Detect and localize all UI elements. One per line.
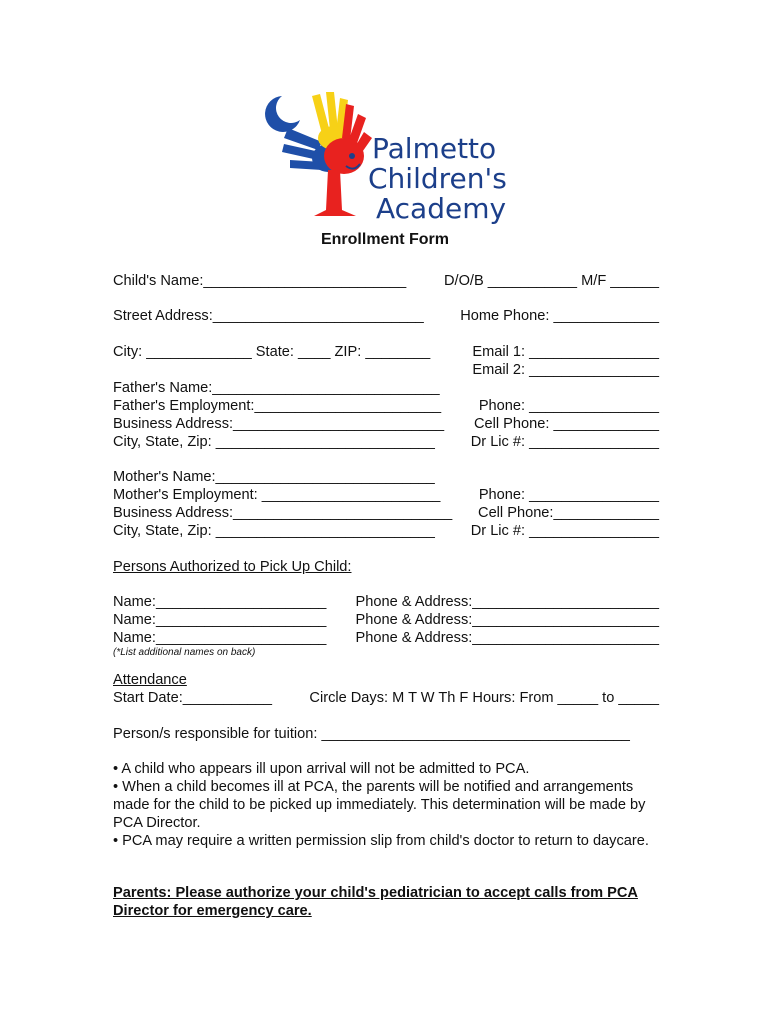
authorized-persons-heading: Persons Authorized to Pick Up Child: <box>113 559 352 575</box>
authorized-name-2-field[interactable]: Name:_____________________ <box>113 612 327 628</box>
mother-dr-lic-field[interactable]: Dr Lic #: ________________ <box>470 523 659 539</box>
street-row <box>113 307 659 325</box>
father-cell-phone-field[interactable]: Cell Phone: _____________ <box>473 416 659 432</box>
authorized-row-3 <box>113 629 659 647</box>
dob-gender-field[interactable]: D/O/B ___________ M/F ______ <box>443 273 659 289</box>
authorized-phone-2-field[interactable]: Phone & Address:_______________________ <box>355 612 659 628</box>
father-employment-row <box>113 397 659 415</box>
city-row <box>113 343 659 361</box>
father-name-field[interactable]: Father's Name:____________________________ <box>113 380 440 396</box>
street-address-field[interactable]: Street Address:__________________________ <box>113 308 424 324</box>
father-name-row <box>113 379 659 397</box>
mother-business-row <box>113 504 659 522</box>
mother-city-row <box>113 522 659 540</box>
authorized-name-1-field[interactable]: Name:_____________________ <box>113 594 327 610</box>
tuition-row <box>113 725 659 743</box>
mother-employment-row <box>113 486 659 504</box>
mother-name-field[interactable]: Mother's Name:___________________________ <box>113 469 435 485</box>
child-name-field[interactable]: Child's Name:_________________________ <box>113 273 407 289</box>
form-title: Enrollment Form <box>320 231 449 248</box>
authorized-phone-3-field[interactable]: Phone & Address:_______________________ <box>355 630 659 646</box>
email-2-row <box>113 361 659 379</box>
moon-icon <box>265 96 300 132</box>
email-1-field[interactable]: Email 1: ________________ <box>472 344 659 360</box>
mother-city-state-zip-field[interactable]: City, State, Zip: ___________________________ <box>113 523 435 539</box>
authorized-row-2 <box>113 611 659 629</box>
father-city-state-zip-field[interactable]: City, State, Zip: ___________________________ <box>113 434 435 450</box>
email-2-field[interactable]: Email 2: ________________ <box>472 362 659 378</box>
logo-line-3: Academy <box>376 192 507 225</box>
policy-ill-arrival: • A child who appears ill upon arrival will not be admitted to PCA. <box>113 761 530 777</box>
authorized-heading-row <box>113 558 659 576</box>
logo-line-1: Palmetto <box>372 132 497 165</box>
father-business-row <box>113 415 659 433</box>
attendance-heading-row <box>113 671 659 689</box>
home-phone-field[interactable]: Home Phone: _____________ <box>460 308 659 324</box>
mother-cell-phone-field[interactable]: Cell Phone:_____________ <box>478 505 659 521</box>
parents-notice: Parents: Please authorize your child's pediatrician to accept calls from PCA Director for emergency care. <box>113 885 638 919</box>
start-date-field[interactable]: Start Date:___________ <box>113 690 273 706</box>
city-state-zip-field[interactable]: City: _____________ State: ____ ZIP: ________ <box>113 344 431 360</box>
father-employment-field[interactable]: Father's Employment:_______________________ <box>113 398 442 414</box>
attendance-heading: Attendance <box>113 672 187 688</box>
logo-line-2: Children's <box>368 162 507 195</box>
tree-trunk-icon <box>314 170 356 216</box>
additional-names-note: (*List additional names on back) <box>113 647 256 658</box>
authorized-phone-1-field[interactable]: Phone & Address:_______________________ <box>355 594 659 610</box>
mother-business-address-field[interactable]: Business Address:___________________________ <box>113 505 453 521</box>
authorized-row-1 <box>113 593 659 611</box>
palmetto-logo <box>260 86 510 234</box>
father-business-address-field[interactable]: Business Address:__________________________ <box>113 416 445 432</box>
mother-employment-field[interactable]: Mother's Employment: ______________________ <box>113 487 441 503</box>
tuition-responsible-field[interactable]: Person/s responsible for tuition: ______________________________________ <box>113 726 630 742</box>
days-hours-field[interactable]: Circle Days: M T W Th F Hours: From _____ to _____ <box>309 690 659 706</box>
authorized-name-3-field[interactable]: Name:_____________________ <box>113 630 327 646</box>
child-row <box>113 272 659 290</box>
mother-phone-field[interactable]: Phone: ________________ <box>478 487 659 503</box>
father-dr-lic-field[interactable]: Dr Lic #: ________________ <box>470 434 659 450</box>
mother-name-row <box>113 468 659 486</box>
policy-permission-slip: • PCA may require a written permission slip from child's doctor to return to daycare. <box>113 833 649 849</box>
policy-ill-at-pca: • When a child becomes ill at PCA, the parents will be notified and arrangements made for the child to be picked up immediately. This determination will be made by PCA Director. <box>113 779 646 831</box>
father-city-row <box>113 433 659 451</box>
start-date-row <box>113 689 659 707</box>
father-phone-field[interactable]: Phone: ________________ <box>478 398 659 414</box>
policy-list <box>113 760 661 850</box>
